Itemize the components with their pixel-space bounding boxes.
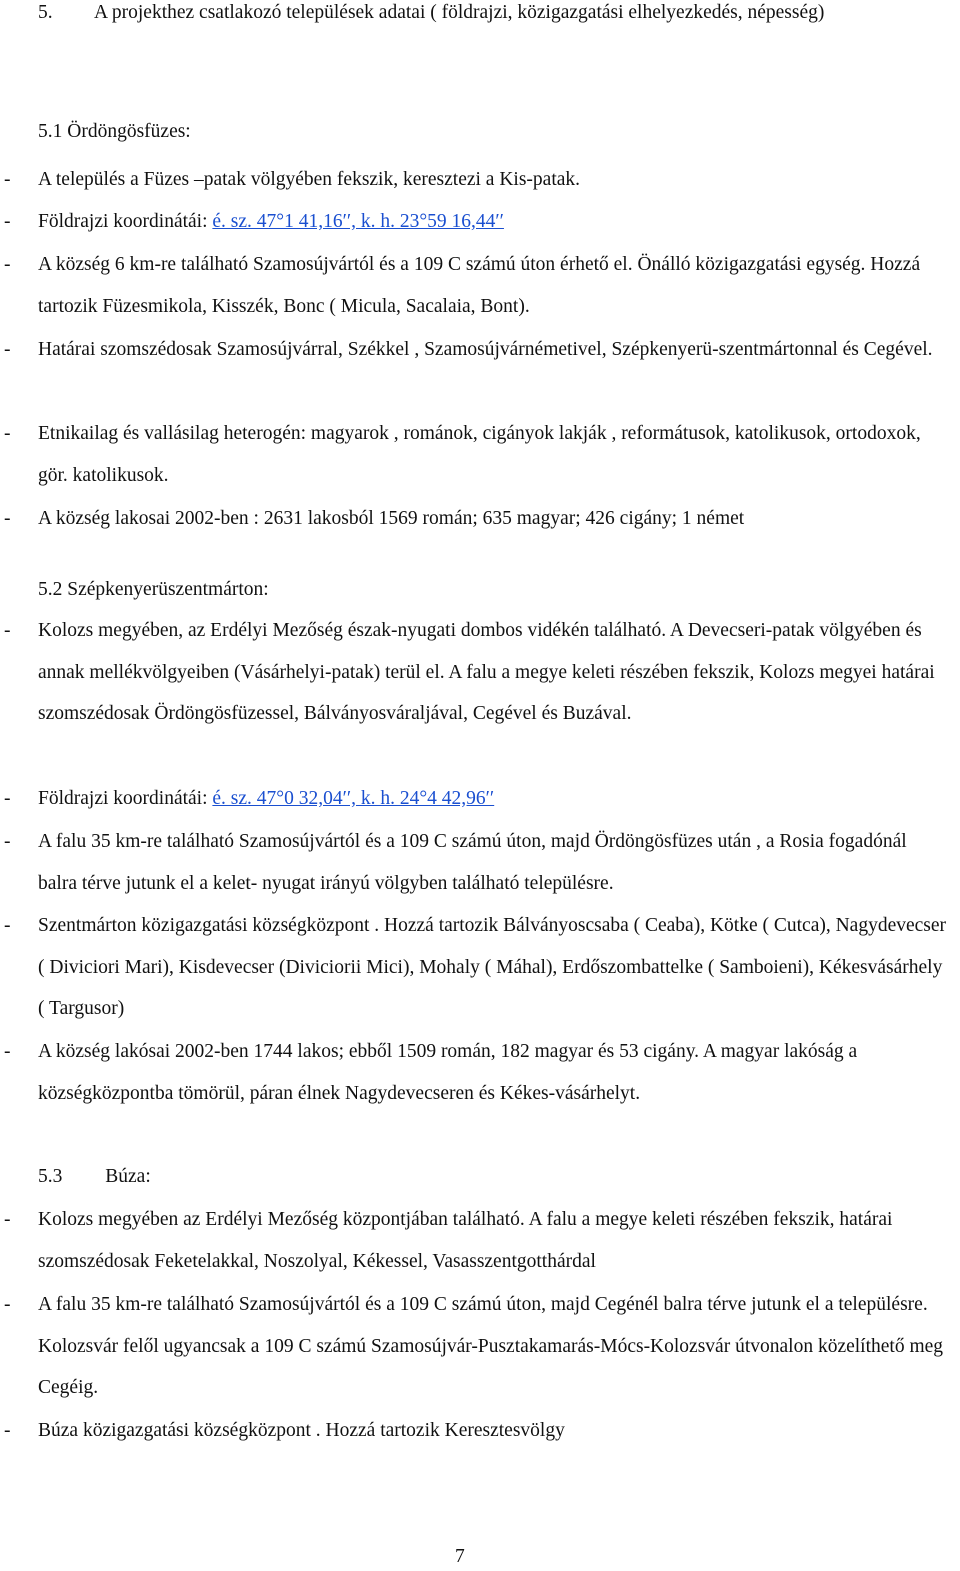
page-number: 7 [455,1546,465,1567]
heading-number: 5. [38,2,53,23]
heading-text: A projekthez csatlakozó települések adatai ( földrajzi, közigazgatási elhelyezkedés, népesség) [94,2,825,23]
subsection-title-1: 5.1 Ördöngösfüzes: [38,121,191,142]
subsection-title-2: 5.2 Szépkenyerüszentmárton: [38,579,269,600]
document-page: 5. A projekthez csatlakozó települések adatai ( földrajzi, közigazgatási elhelyezkedés, népesség) 5.1 Ördöngösfüzes: - A település a Füzes –patak völgyében fekszik, keresztezi a Kis-patak. - Földrajzi koordinátái: é. sz. 47°1 41,16′′, k. h. 23°59 16,44′′ - A község 6 km-re található Szamosújvártól és a 109 C számú úton érhető el. Önálló közigazgatási egység. Hozzá tartozik Füzesmikola, Kisszék, Bonc ( Micula, Sacalaia, Bont). - Határai szomszédosak Szamosújvárral, Székkel , Szamosújvárnémetivel, Szépkenyerü-szentmártonnal és Cegével. - Etnikailag és vallásilag heterogén: magyarok , románok, cigányok lakják , reformátusok, katolikusok, ortodoxok, gör. katolikusok. - A község lakosai 2002-ben : 2631 lakosból 1569 román; 635 magyar; 426 cigány; 1 német 5.2 Szépkenyerüszentmárton: - Kolozs megyében, az Erdélyi Mezőség észak-nyugati dombos vidékén található. A Devecseri-patak völgyében és annak mellékvölgyeiben (Vásárhelyi-patak) terül el. A falu a megye keleti részében fekszik, Kolozs megyei határai szomszédosak Ördöngösfüzessel, Bálványosváraljával, Cegével és Buzával. - Földrajzi koordinátái: é. sz. 47°0 32,04′′, k. h. 24°4 42,96′′ - A falu 35 km-re található Szamosújvártól és a 109 C számú úton, majd Ördöngösfüzes után , a Rosia fogadónál balra térve jutunk el a kelet- nyugat irányú völgyben található településre. - Szentmárton közigazgatási községközpont . Hozzá tartozik Bálványoscsaba ( Ceaba), Kötke ( Cutca), Nagydevecser ( Diviciori Mari), Kisdevecser (Diviciorii Mici), Mohaly ( Máhal), Erdőszombattelke ( Samboieni), Kékesvásárhely ( Targusor) - A község lakósai 2002-ben 1744 lakos; ebből 1509 román, 182 magyar és 53 cigány. A magyar lakóság a községközpontba tömörül, páran élnek Nagydevecseren és Kékes-vásárhelyt. 5.3 Búza: - Kolozs megyében az Erdélyi Mezőség központjában található. A falu a megye keleti részében fekszik, határai szomszédosak Feketelakkal, Noszolyal, Kékessel, Vasasszentgotthárdal - A falu 35 km-re található Szamosújvártól és a 109 C számú úton, majd Cegénél balra térve jutunk el a településre. Kolozsvár felől ugyancsak a 109 C számú Szamosújvár-Pusztakamarás-Mócs-Kolozsvár útvonalon közelíthető meg Cegéig. - Búza közigazgatási községközpont . Hozzá tartozik Keresztesvölgy 7 [0,0,960,1570]
coordinates-link[interactable]: é. sz. 47°0 32,04′′, k. h. 24°4 42,96′′ [212,788,495,809]
coordinates-link[interactable]: é. sz. 47°1 41,16′′, k. h. 23°59 16,44′′ [212,211,504,232]
subsection-title-3: 5.3 Búza: [38,1166,151,1187]
